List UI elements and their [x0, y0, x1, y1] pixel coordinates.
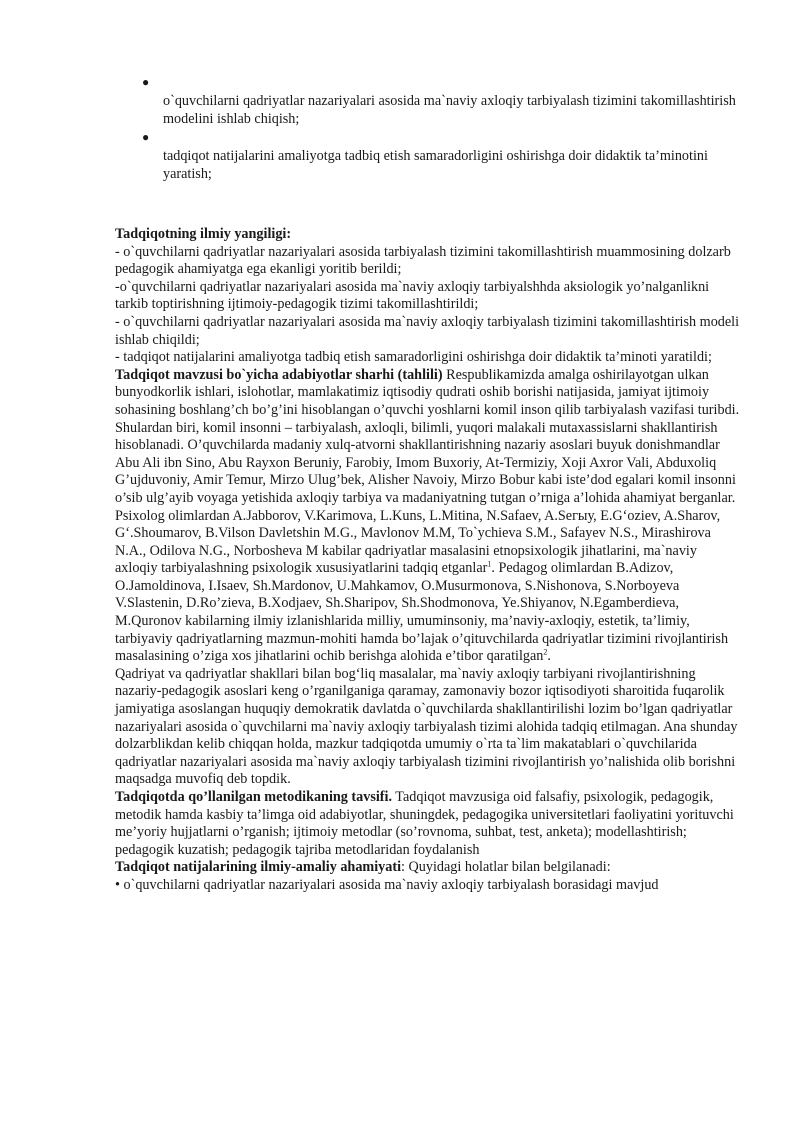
list-item [115, 76, 755, 128]
document-body [115, 226, 743, 895]
footnote-ref: 2 [543, 647, 548, 657]
significance-text: : Quyidagi holatlar bilan belgilanadi: [401, 859, 611, 876]
values-paragraph: Qadriyat va qadriyatlar shakllari bilan bog‘liq masalalar, ma`naviy axloqiy tarbiyani rivojlantirishning nazariy-pedagogik asoslari keng o’rganilganiga qaramay, zamonaviy bozor iqtisodiyoti sharoitida fuqarolik jamiyatiga asoslangan huquqiy demokratik davlatda o`quvchilarda shakllantirilishi lozim bo’lgan qadriyatlar nazariyalari asosida o`quvchilarni ma`naviy axloqiy tarbiyalash tizimi alohida tadqiq etilmagan. Ana shunday dolzarblikdan kelib chiqqan holda, mazkur tadqiqotda umumiy o`rta ta`lim makatablari o`quvchilarida qadriyatlar nazariyalari asosida ma`naviy axloqiy tarbiyalash tizimini rivojlantirish yo’nalishida olib borishni maqsadga muvofiq deb topdik. [115, 665, 738, 788]
literature-review-paragraph [115, 367, 743, 666]
literature-review-text: Respublikamizda amalga oshirilayotgan ulkan bunyodkorlik ishlari, islohotlar, mamlakatimiz iqtisodiy qudrati oshib borishi natijasida, jamiyat ijtimoiy sohasining boshlang’ch bo’g’ini hisoblangan o’quvchi yoshlarni komil inson qilib tarbiyalash vazifasi turibdi. Shulardan biri, komil insonni – tarbiyalash, axloqli, bilimli, yuqori malakali mutaxassislarni shakllantirish hisoblanadi. O’quvchilarda madaniy xulq-atvorni shakllantirishning nazariy asoslari buyuk donishmandlar Abu Ali ibn Sino, Abu Rayxon Beruniy, Farobiy, Imom Buxoriy, At-Termiziy, Xoji Axror Vali, Abduxoliq G’ujduvoniy, Amir Temur, Mirzo Ulug’bek, Alisher Navoiy, Mirzo Bobur kabi iste’dod egalari komil insonni o’sib ulg’ayib voyaga yetishida axloqiy tarbiya va madaniyatning tutgan o’rniga a’lohida ahamiyat berganlar. Psixolog olimlardan A.Jabborov, V.Karimova, L.Kuns, L.Mitina, N.Safaev, A.Sегыу, E.G‘oziev, A.Sharov, G‘.Shoumarov, B.Vilson Davletshin M.G., Mavlonov M.M, To`ychieva S.M., Safayev N.S., Mirashirova N.A., Odilova N.G., Norbosheva M kabilar qadriyatlar masalasini etnopsixologik jihatlarini, ma`naviy axloqiy tarbiyalashning psixologik xususiyatlarini tadqiq etganlar [115, 366, 740, 577]
significance-bullet: • o`quvchilarni qadriyatlar nazariyalari asosida ma`naviy axloqiy tarbiyalash borasidagi mavjud [115, 876, 659, 893]
methods-text: Tadqiqot mavzusiga oid falsafiy, psixologik, pedagogik, metodik hamda kasbiy ta’limga oid adabiyotlar, shuningdek, pedagogika universitetlari faoliyatini yorituvchi me’yoriy hujjatlarni o’rganish; ijtimoiy metodlar (so’rovnoma, suhbat, test, anketa); modellashtirish; pedagogik kuzatish; pedagogik tajriba metodlaridan foydalanish [115, 789, 734, 858]
novelty-item: - o`quvchilarni qadriyatlar nazariyalari asosida tarbiyalash tizimini takomillashtirish muammosining dolzarb pedagogik ahamiyatga ega ekanligi yoritib berildi; [115, 243, 731, 278]
significance-paragraph [115, 859, 743, 877]
list-item [115, 131, 755, 183]
footnote-ref: 1 [487, 559, 492, 569]
novelty-item: - tadqiqot natijalarini amaliyotga tadbiq etish samaradorligini oshirishga doir didaktik ta’minoti yaratildi; [115, 349, 712, 366]
significance-heading: Tadqiqot natijalarining ilmiy-amaliy ahamiyati [115, 859, 402, 876]
methods-heading: Tadqiqotda qo’llanilgan metodikaning tavsifi. [115, 789, 393, 805]
bullet-list [115, 76, 755, 186]
literature-review-text: . Pedagog olimlardan B.Adizov, O.Jamoldinova, I.Isaev, Sh.Mardonov, U.Mahkamov, O.Musurmonova, S.Nishonova, S.Norboyeva V.Slastenin, D.Ro’zieva, B.Xodjaev, Sh.Sharipov, Sh.Shodmonova, Ye.Shiyanov, N.Egamberdieva, M.Quronov kabilarning ilmiy izlanishlarida milliy, umuminsoniy, ma’naviy-axloqiy, estetik, ta’limiy, tarbiyaviy qadriyatlarning mazmun-mohiti hamda bo’lajak o’qituvchilarda qadriyatlar tizimini rivojlantirish masalasining o’ziga xos jihatlarini ochib berishga alohida e’tibor qaratilgan [115, 560, 729, 665]
bullet-icon: ● [142, 130, 150, 145]
bullet-text: o`quvchilarni qadriyatlar nazariyalari asosida ma`naviy axloqiy tarbiyalash tizimini takomillashtirish modelini ishlab chiqish; [163, 93, 736, 127]
bullet-text: tadqiqot natijalarini amaliyotga tadbiq etish samaradorligini oshirishga doir didaktik ta’minotini yaratish; [163, 148, 708, 182]
literature-review-text: . [547, 648, 551, 665]
novelty-item: - o`quvchilarni qadriyatlar nazariyalari asosida ma`naviy axloqiy tarbiyalash tizimini takomillashtirish modeli ishlab chiqildi; [115, 313, 740, 348]
bullet-icon: ● [142, 75, 150, 89]
novelty-heading: Tadqiqotning ilmiy yangiligi: [115, 226, 292, 242]
methods-paragraph [115, 789, 743, 859]
literature-review-heading: Tadqiqot mavzusi bo`yicha adabiyotlar sharhi (tahlili) [115, 366, 443, 383]
novelty-item: -o`quvchilarni qadriyatlar nazariyalari asosida ma`naviy axloqiy tarbiyalshhda aksiologik yo’nalganlikni tarkib toptirishning ijtimoiy-pedagogik tizimi takomillashtirildi; [115, 278, 710, 313]
